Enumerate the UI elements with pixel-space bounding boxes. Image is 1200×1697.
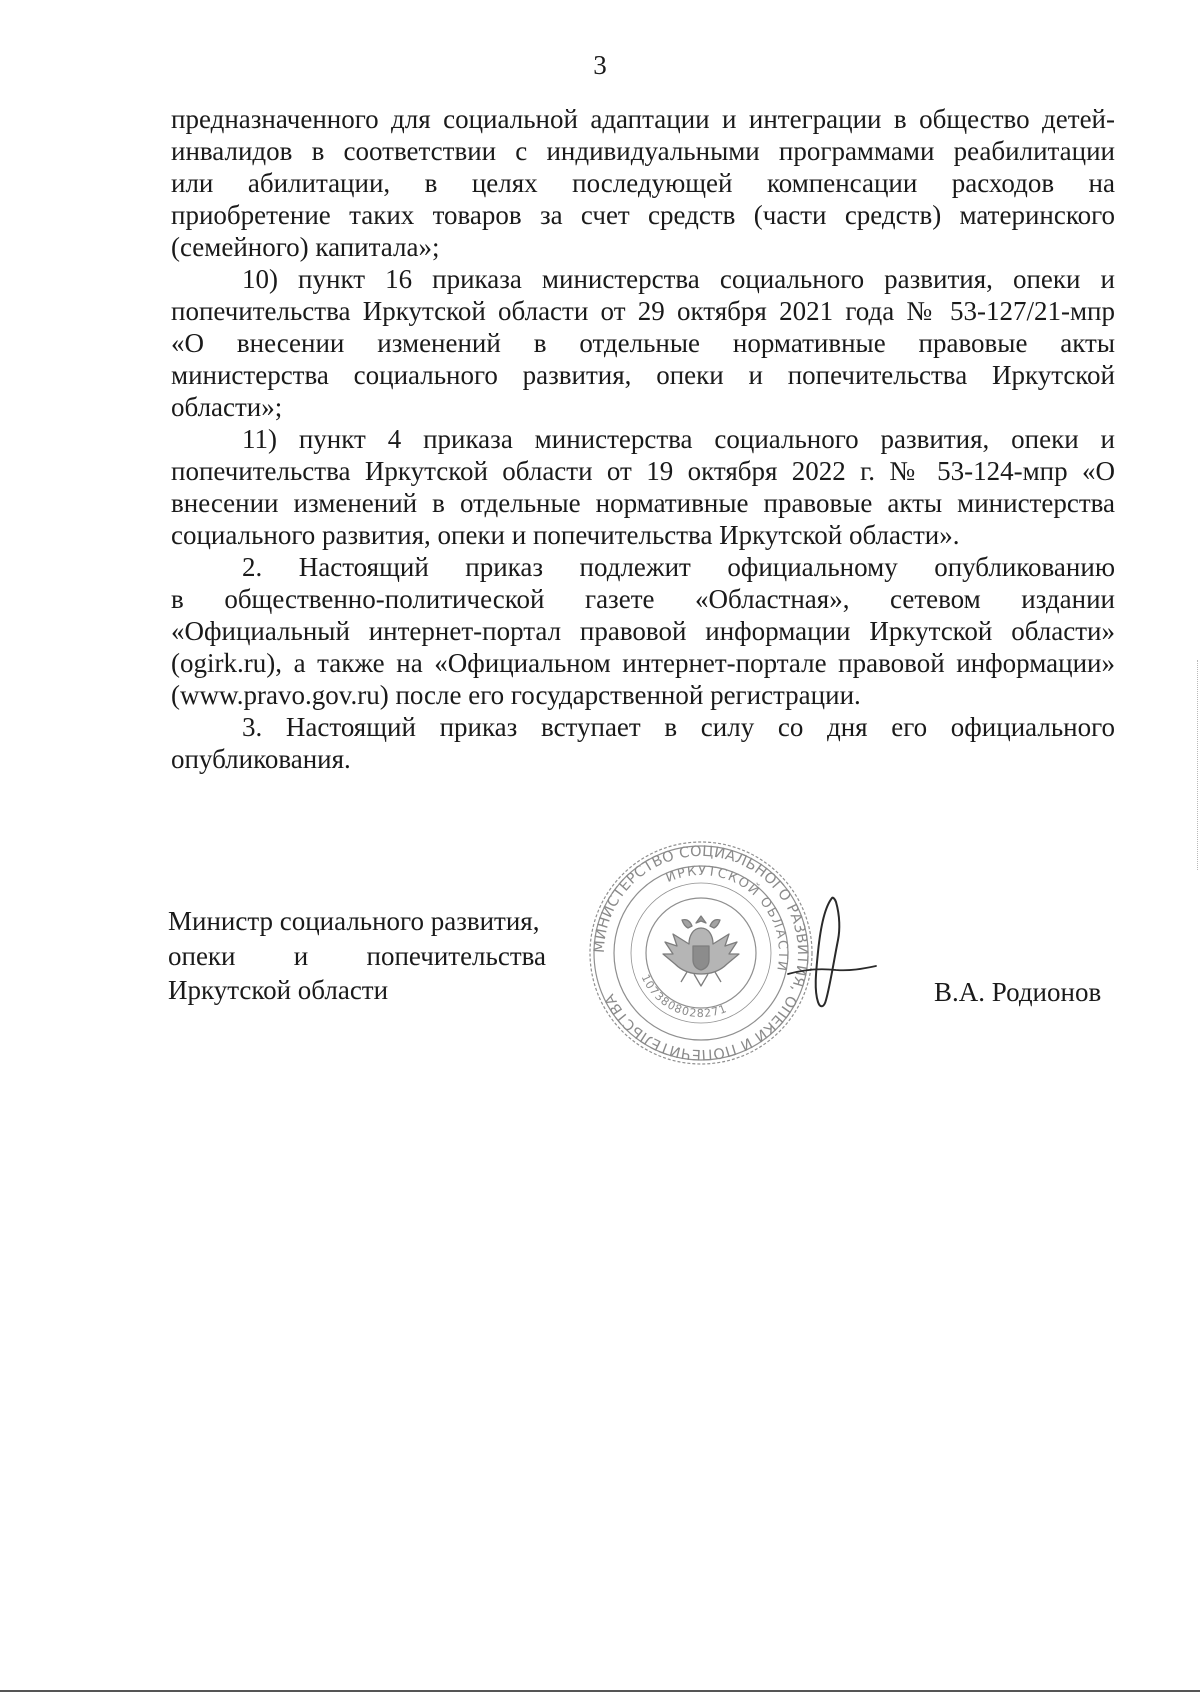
svg-text:1073808028271 [639,972,729,1020]
signer-position-line: опеки и попечительства [168,941,546,971]
body-line: предназначенного для социальной адаптации и интеграции в общество детей- [171,104,1115,134]
body-line: или абилитации, в целях последующей компенсации расходов на [171,168,1115,198]
body-line: инвалидов в соответствии с индивидуальными программами реабилитации [171,136,1115,166]
body-line: 2. Настоящий приказ подлежит официальному опубликованию [242,552,1115,582]
body-line: внесении изменений в отдельные нормативные правовые акты министерства [171,488,1115,518]
body-line: приобретение таких товаров за счет средств (части средств) материнского [171,200,1115,230]
seal-outer-text: МИНИСТЕРСТВО СОЦИАЛЬНОГО РАЗВИТИЯ, ОПЕКИ И ПОПЕЧИТЕЛЬСТВА [591,843,811,1063]
body-line: (ogirk.ru), а также на «Официальном интернет-портале правовой информации» [171,648,1115,678]
seal-inner-text: ИРКУТСКОЙ ОБЛАСТИ [663,863,791,974]
signer-name: В.А. Родионов [934,977,1102,1007]
signer-position-line: Иркутской области [168,975,389,1005]
seal-number-text: 1073808028271 [638,972,730,1021]
scan-edge-mark [1196,660,1198,870]
body-line: в общественно-политической газете «Областная», сетевом издании [171,584,1115,614]
body-line: области»; [171,392,283,422]
body-line: «Официальный интернет-портал правовой информации Иркутской области» [171,616,1115,646]
page-bottom-edge [0,1690,1200,1692]
body-line: попечительства Иркутской области от 29 октября 2021 года № 53-127/21-мпр [171,296,1115,326]
body-line: социального развития, опеки и попечительства Иркутской области». [171,520,960,550]
body-line: (семейного) капитала»; [171,232,440,262]
coat-of-arms-icon [663,916,739,986]
signer-position-line: Министр социального развития, [168,906,540,936]
body-line: (www.pravo.gov.ru) после его государственной регистрации. [171,680,861,710]
body-line: «О внесении изменений в отдельные нормативные правовые акты [171,328,1115,358]
body-line: опубликования. [171,744,351,774]
page-number: 3 [593,50,607,80]
body-line: министерства социального развития, опеки и попечительства Иркутской [171,360,1115,390]
body-line: 3. Настоящий приказ вступает в силу со дня его официального [242,712,1115,742]
body-line: 10) пункт 16 приказа министерства социального развития, опеки и [242,264,1115,294]
handwritten-signature [780,890,900,1020]
body-line: попечительства Иркутской области от 19 октября 2022 г. № 53-124-мпр «О [171,456,1115,486]
body-line: 11) пункт 4 приказа министерства социального развития, опеки и [242,424,1115,454]
